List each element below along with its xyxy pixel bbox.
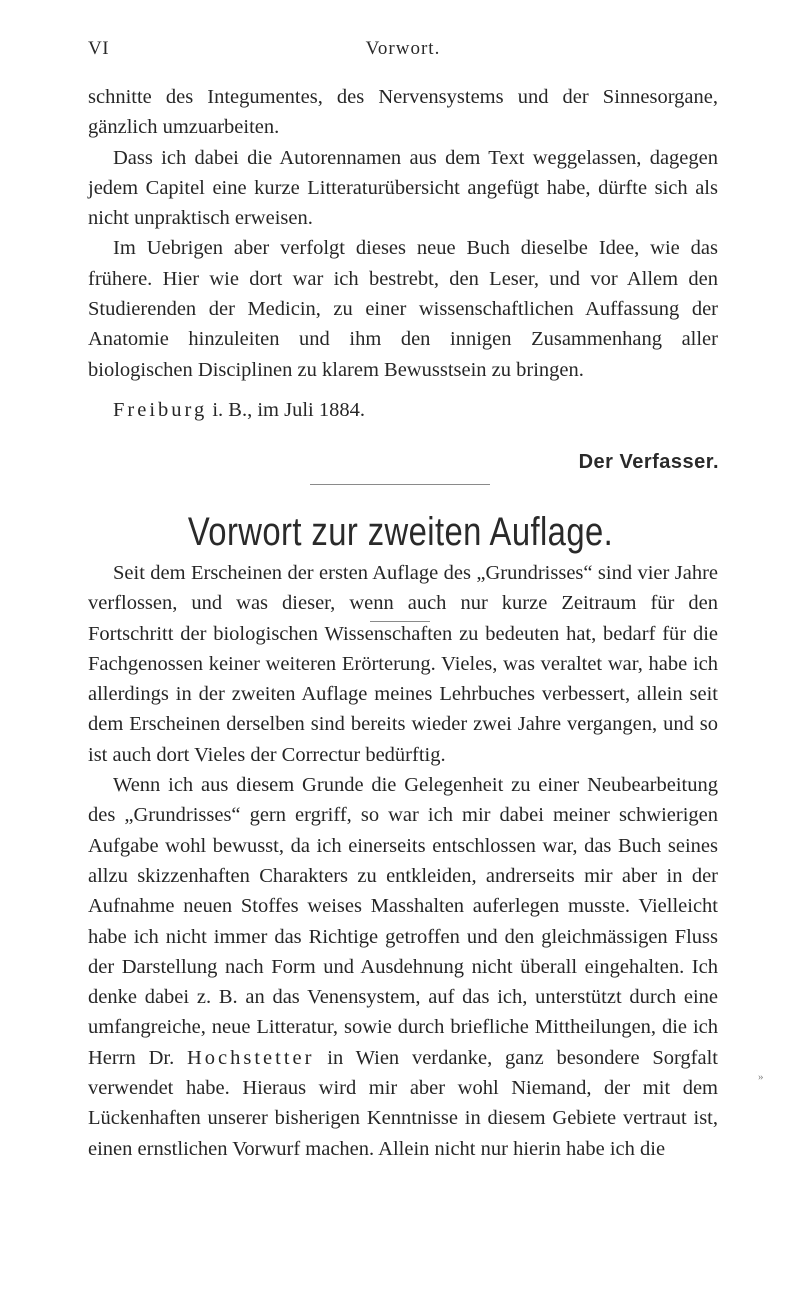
paragraph-text: in Wien verdanke, ganz besondere Sorgfalt verwendet habe. Hieraus wird mir aber wohl Niemand, der mit dem Lückenhaften unserer bisherigen Kenntnisse in diesem Gebiete vertraut ist, einen ernstlichen Vorwurf machen. Allein nicht nur hierin habe ich die xyxy=(88,1046,718,1160)
paragraph: Im Uebrigen aber verfolgt dieses neue Buch dieselbe Idee, wie das frühere. Hier wie dort war ich bestrebt, den Leser, und vor Allem den Studierenden der Medicin, zu einer wissenschaftlichen Auffassung der Anatomie hinzuleiten und ihm den innigen Zusammenhang aller biologischen Disciplinen zu klarem Bewusstsein zu bringen. xyxy=(88,237,718,381)
section-title: Vorwort zur zweiten Auflage. xyxy=(187,510,614,554)
date-text: i. B., im Juli 1884. xyxy=(207,399,365,421)
second-preface-body xyxy=(88,558,718,1164)
paragraph xyxy=(88,770,718,1164)
section-divider xyxy=(310,484,490,485)
place-name: Freiburg xyxy=(113,399,208,421)
page-number: VI xyxy=(88,38,110,59)
paragraph-text: Wenn ich aus diesem Grunde die Gelegenheit zu einer Neubearbeitung des „Grundrisses“ gern ergriff, so war ich mir dabei meiner schwierigen Aufgabe wohl bewusst, da ich einerseits entschlossen war, das Buch seines allzu skizzenhaften Charakters zu entkleiden, andrerseits mir aber in der Aufnahme neuen Stoffes weises Masshalten auferlegen musste. Vielleicht habe ich nicht immer das Richtige getroffen und den gleichmässigen Fluss der Darstellung nach Form und Ausdehnung nicht überall eingehalten. Ich denke dabei z. B. an das Venensystem, auf das ich, unterstützt durch eine umfangreiche, neue Litteratur, sowie durch briefliche Mittheilungen, die ich Herrn Dr. xyxy=(88,774,718,1069)
running-head: Vorwort. xyxy=(365,38,441,59)
place-date-line xyxy=(113,399,365,422)
paragraph: schnitte des Integumentes, des Nervensystems und der Sinnesorgane, gänzlich umzuarbeiten. xyxy=(88,86,718,139)
margin-mark: » xyxy=(758,1071,764,1083)
person-name: Hochstetter xyxy=(186,1046,315,1069)
author-signature: Der Verfasser. xyxy=(578,451,719,473)
paragraph: Dass ich dabei die Autorennamen aus dem Text weggelassen, dagegen jedem Capitel eine kurze Litteraturübersicht angefügt habe, dürfte sich als nicht unpraktisch erweisen. xyxy=(88,146,718,230)
page-header xyxy=(88,38,718,62)
first-preface-body xyxy=(88,82,718,385)
paragraph: Seit dem Erscheinen der ersten Auflage des „Grundrisses“ sind vier Jahre verflossen, und was dieser, wenn auch nur kurze Zeitraum für den Fortschritt der biologischen Wissenschaften zu bedeuten hat, bedarf für die Fachgenossen keiner weiteren Erörterung. Vieles, was veraltet war, habe ich allerdings in der zweiten Auflage meines Lehrbuches verbessert, allein seit dem Erscheinen derselben sind bereits wieder zwei Jahre vergangen, und so ist auch dort Vieles der Correctur bedürftig. xyxy=(88,562,718,766)
